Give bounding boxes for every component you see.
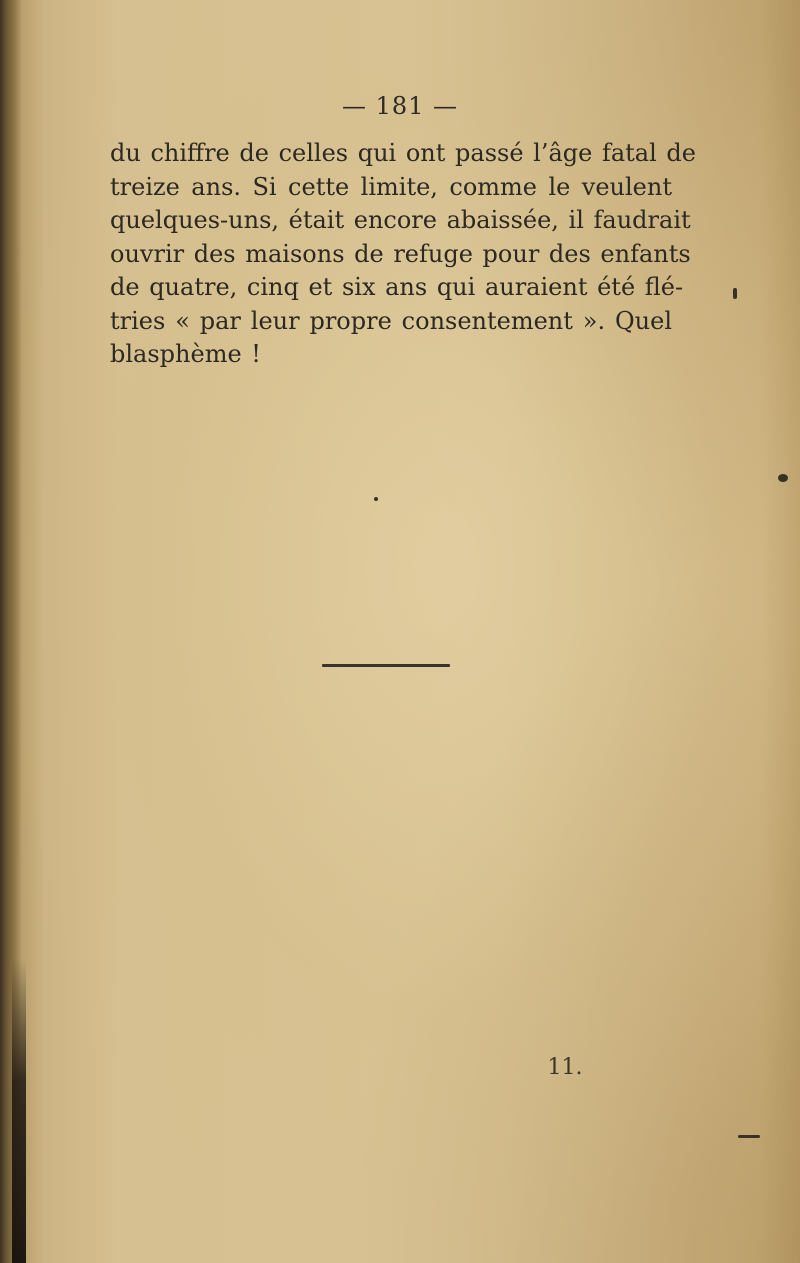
signature-mark: 11. — [547, 1055, 583, 1080]
ink-speck — [733, 288, 737, 299]
text-line: blasphème ! — [110, 340, 261, 368]
text-line: du chiffre de celles qui ont passé l’âge fatal de — [110, 139, 696, 167]
text-line: ouvrir des maisons de refuge pour des enfants — [110, 239, 691, 268]
binding-shadow — [12, 960, 26, 1263]
text-line: de quatre, cinq et six ans qui auraient été flé- — [110, 273, 684, 301]
text-line: treize ans. Si cette limite, comme le veulent — [110, 172, 672, 201]
text-line: tries « par leur propre consentement ». Quel — [110, 306, 672, 335]
ink-speck — [738, 1135, 760, 1138]
text-line: quelques-uns, était encore abaissée, il faudrait — [110, 206, 691, 234]
ink-speck — [374, 497, 378, 501]
ink-speck — [778, 474, 788, 482]
body-paragraph — [110, 137, 696, 372]
page-number-header: — 181 — — [341, 92, 459, 120]
end-rule-divider — [322, 664, 450, 667]
